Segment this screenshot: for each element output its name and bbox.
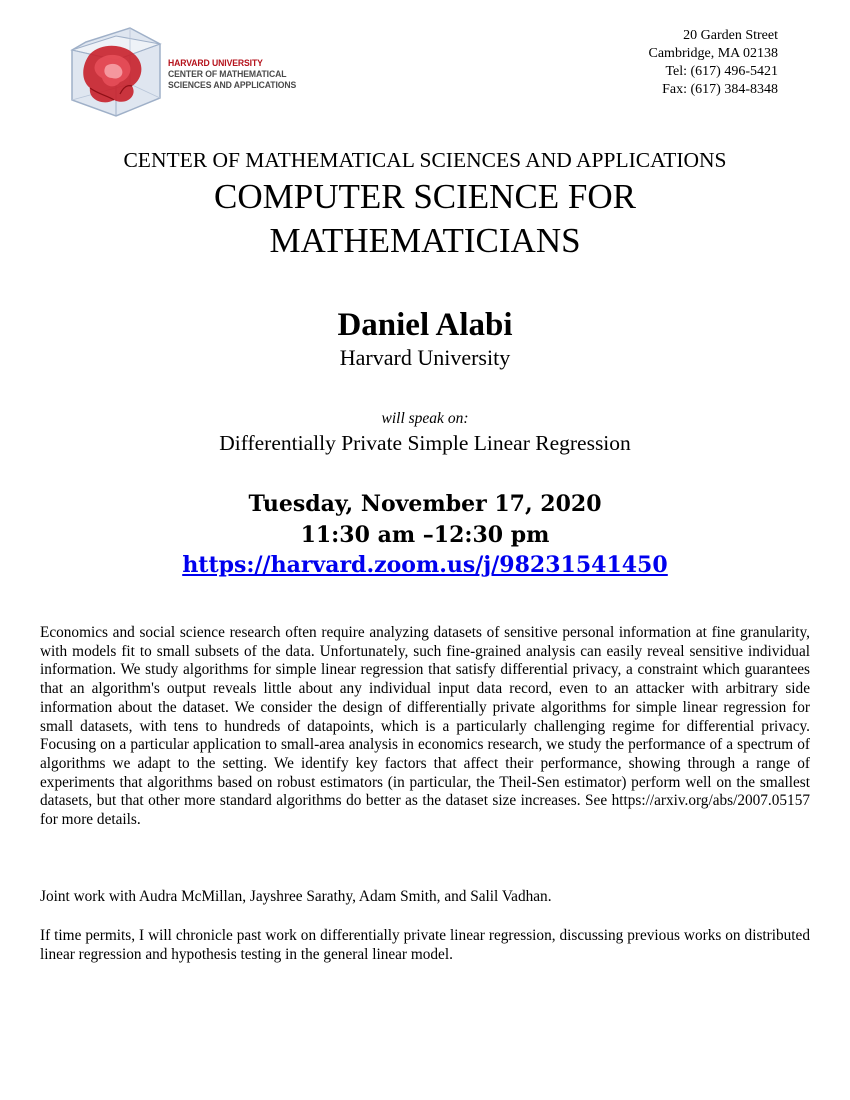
cmsa-logo	[68, 24, 298, 124]
address-tel: Tel: (617) 496-5421	[665, 64, 778, 79]
talk-title: Differentially Private Simple Linear Regression	[219, 431, 631, 455]
logo-wordmark	[168, 57, 296, 90]
speaker-affiliation: Harvard University	[339, 345, 511, 370]
logo-line-center: CENTER OF MATHEMATICAL	[168, 68, 287, 79]
event-date: Tuesday, November 17, 2020	[248, 491, 602, 517]
address-block	[649, 27, 779, 99]
series-title-line1: COMPUTER SCIENCE FOR	[213, 177, 637, 216]
logo-line-sciences: SCIENCES AND APPLICATIONS	[168, 79, 297, 90]
department-heading: CENTER OF MATHEMATICAL SCIENCES AND APPLICATIONS	[123, 148, 727, 172]
speaker-name: Daniel Alabi	[337, 307, 513, 343]
address-city: Cambridge, MA 02138	[648, 46, 778, 61]
time-permits-paragraph: If time permits, I will chronicle past work on differentially private linear regression, discussing previous works on distributed linear regression and hypothesis testing in the general linear model.	[40, 927, 810, 963]
zoom-link-container	[0, 550, 850, 580]
series-title-line2: MATHEMATICIANS	[269, 221, 581, 260]
talk-intro: will speak on:	[381, 410, 469, 427]
cube-logo-icon	[68, 24, 168, 124]
logo-line-university: HARVARD UNIVERSITY	[168, 57, 263, 68]
joint-work-paragraph: Joint work with Audra McMillan, Jayshree Sarathy, Adam Smith, and Salil Vadhan.	[40, 888, 552, 905]
address-street: 20 Garden Street	[683, 28, 778, 43]
zoom-link[interactable]: https://harvard.zoom.us/j/98231541450	[182, 552, 668, 578]
event-time: 11:30 am –12:30 pm	[300, 522, 550, 548]
abstract-paragraph: Economics and social science research often require analyzing datasets of sensitive personal information at fine granularity, with models fit to small subsets of the data. Unfortunately, such fine-grained analysis can easily reveal sensitive individual information. We study algorithms for simple linear regression that satisfy differential privacy, a constraint which guarantees that an algorithm's output reveals little about any individual input data record, even to an attacker with arbitrary side information about the dataset. We consider the design of differentially private algorithms for simple linear regression for small datasets, with tens to hundreds of datapoints, which is a particularly challenging regime for differential privacy. Focusing on a particular application to small-area analysis in economics research, we study the performance of a spectrum of algorithms we adapt to the setting. We identify key factors that affect their performance, showing through a range of experiments that algorithms based on robust estimators (in particular, the Theil-Sen estimator) perform well on the smallest datasets, but that other more standard algorithms do better as the dataset size increases. See https://arxiv.org/abs/2007.05157 for more details.	[40, 624, 810, 829]
address-fax: Fax: (617) 384-8348	[662, 82, 778, 97]
